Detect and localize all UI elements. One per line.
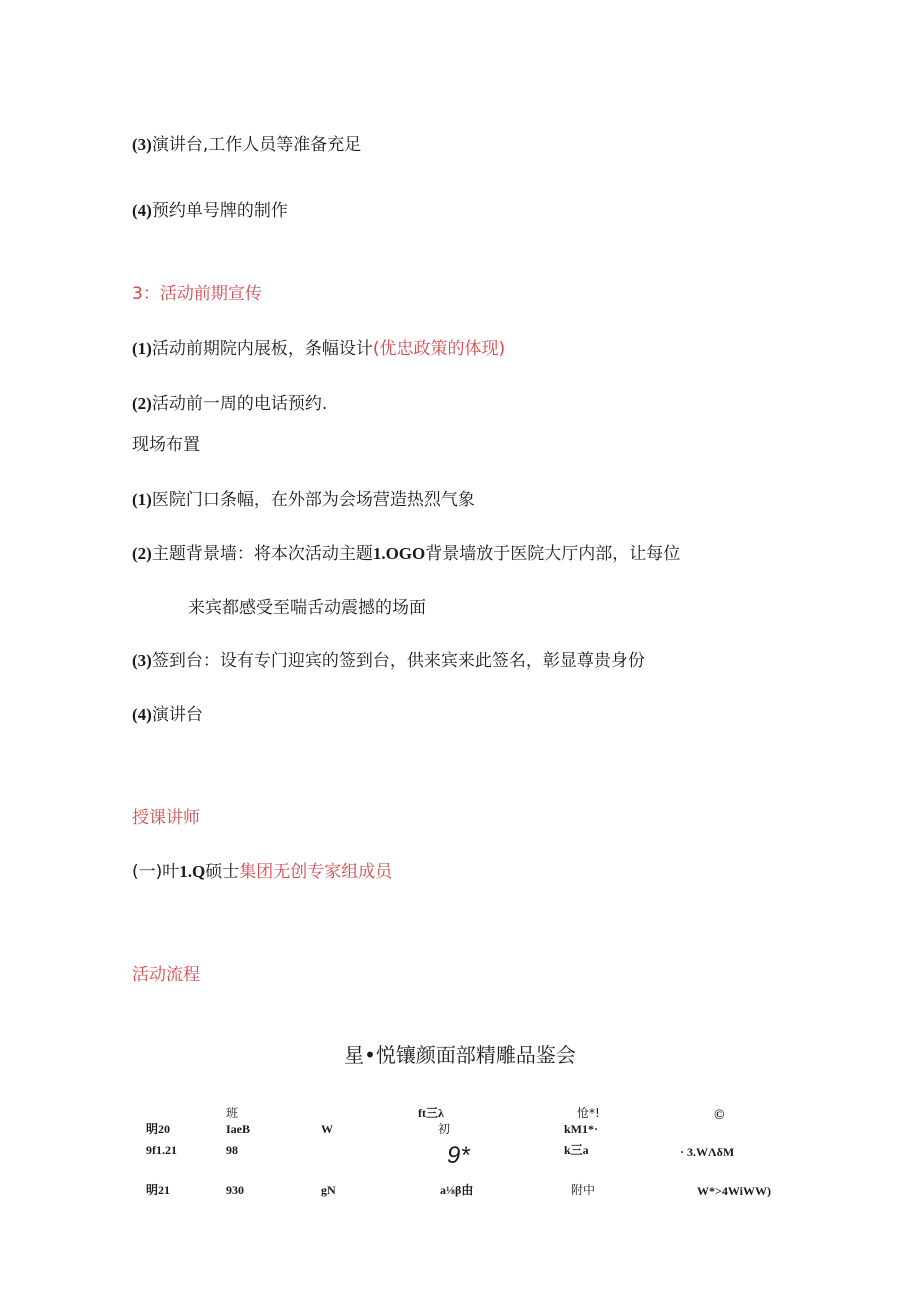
item-number: (2) [132, 394, 152, 413]
item-text: 签到台：设有专门迎宾的签到台，供来宾来此签名，彰显尊贵身份 [151, 651, 645, 671]
item-text: 演讲台,工作人员等准备充足 [151, 135, 362, 155]
item-text: 预约单号牌的制作 [151, 201, 288, 221]
item-number: (3) [132, 135, 152, 154]
promo-item-2 [132, 393, 327, 415]
lecturer-line [132, 861, 392, 883]
prep-item-3 [132, 134, 361, 156]
item-text: 活动前一周的电话预约. [151, 394, 328, 414]
table-cell: gN [321, 1183, 336, 1197]
table-cell: · 3.WΛδM [680, 1145, 735, 1159]
lecturer-name: 1.Q [179, 862, 206, 881]
table-cell: 明20 [146, 1122, 171, 1136]
lecturer-degree: 硕士 [205, 862, 240, 882]
table-cell: © [714, 1108, 725, 1123]
table-cell: W*>4WiWW) [697, 1184, 771, 1198]
logo-text: 1.OGO [372, 544, 426, 563]
table-cell: 附中 [571, 1183, 596, 1197]
table-cell: 怆*! [577, 1106, 600, 1120]
venue-heading: 现场布置 [132, 435, 200, 455]
item-number: (1) [132, 339, 152, 358]
item-text: 主题背景墙：将本次活动主题 [151, 544, 373, 564]
table-cell: 9* [447, 1142, 470, 1169]
lecturer-role: 集团无创专家组成员 [239, 862, 393, 882]
table-cell: 明21 [146, 1183, 171, 1197]
item-number: (4) [132, 201, 152, 220]
item-text: 演讲台 [151, 705, 203, 725]
venue-item-1 [132, 489, 475, 511]
table-cell: 班 [226, 1106, 239, 1120]
item-number: (3) [132, 651, 152, 670]
table-cell: 9f1.21 [146, 1143, 177, 1157]
item-text: 医院门口条幅，在外部为会场营造热烈气象 [151, 490, 475, 510]
highlight-text: (优忠政策的体现) [372, 339, 506, 359]
table-cell: k三a [564, 1143, 589, 1157]
table-cell: W [321, 1122, 333, 1136]
table-cell: kM1*· [564, 1122, 599, 1136]
prep-item-4 [132, 200, 288, 222]
lecturer-heading: 授课讲师 [132, 808, 200, 828]
table-cell: a⅛β由 [440, 1183, 474, 1197]
table-cell: 初 [438, 1122, 451, 1136]
table-cell: 98 [226, 1143, 238, 1157]
venue-item-4 [132, 704, 203, 726]
event-title: 星•悦镶颜面部精雕品鉴会 [344, 1043, 576, 1067]
item-number: (1) [132, 490, 152, 509]
promo-item-1 [132, 338, 505, 360]
item-number: (4) [132, 705, 152, 724]
venue-item-3 [132, 650, 645, 672]
item-text: 活动前期院内展板，条幅设计 [151, 339, 373, 359]
item-number: (2) [132, 544, 152, 563]
flow-heading: 活动流程 [132, 965, 200, 985]
venue-item-2 [132, 543, 680, 565]
table-cell: 930 [226, 1183, 244, 1197]
venue-item-2-continuation: 来宾都感受至喘舌动震撼的场面 [188, 598, 426, 618]
table-cell: ft三λ [418, 1106, 444, 1120]
table-cell: IaeB [226, 1122, 250, 1136]
item-text: 背景墙放于医院大厅内部，让每位 [425, 544, 681, 564]
promo-heading: 3：活动前期宣传 [132, 284, 262, 304]
lecturer-prefix: (一)叶 [132, 862, 180, 882]
